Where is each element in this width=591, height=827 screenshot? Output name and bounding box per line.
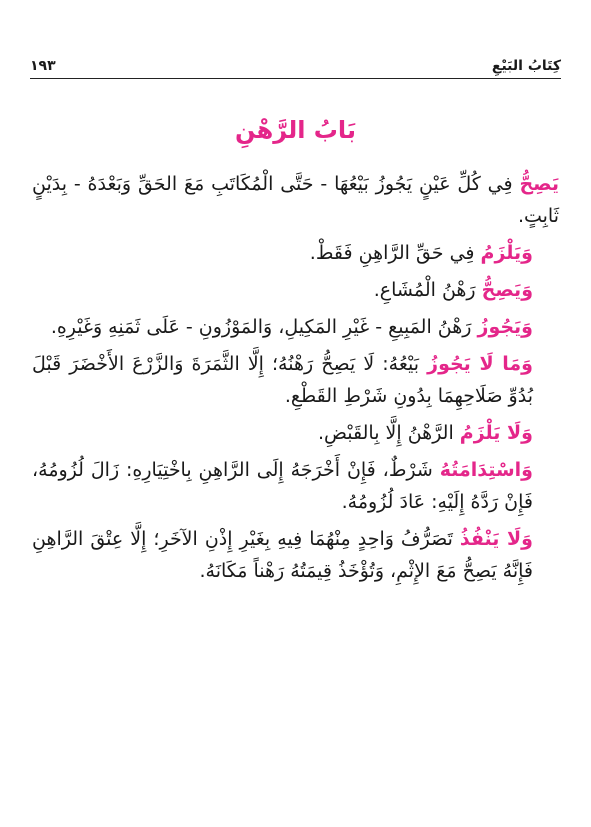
paragraph-keyword: وَيَصِحُّ [481,279,533,301]
running-header [30,56,561,79]
paragraph-text: الرَّهْنُ إِلَّا بِالقَبْضِ. [317,422,460,444]
chapter-heading: بَابُ الرَّهْنِ [235,116,356,144]
paragraph-keyword: وَلَا يَنْفُذُ [459,528,533,550]
paragraph-1 [32,168,559,232]
paragraph-text: فِي حَقِّ الرَّاهِنِ فَقَطْ. [309,242,481,264]
paragraph-keyword: وَلَا يَلْزَمُ [459,422,533,444]
paragraph-keyword: يَصِحُّ [519,173,559,195]
paragraph-keyword: وَيَجُوزُ [477,316,533,338]
page-number: ١٩٣ [30,58,56,74]
paragraph-text: رَهْنُ الْمُشَاعِ. [373,279,482,301]
paragraph-5 [32,348,559,412]
paragraph-text: رَهْنُ المَبِيعِ - غَيْرِ المَكِيلِ، وَالمَوْزُونِ - عَلَى ثَمَنِهِ وَغَيْرِهِ. [50,316,478,338]
body-text [32,168,559,592]
paragraph-6 [32,417,559,449]
paragraph-2 [32,237,559,269]
paragraph-keyword: وَاسْتِدَامَتُهُ [439,459,533,481]
paragraph-text: تَصَرُّفُ وَاحِدٍ مِنْهُمَا فِيهِ بِغَيْرِ إِذْنِ الآخَرِ؛ إِلَّا عِتْقَ الرَّاهِنِ فَإِنَّهُ يَصِحُّ مَعَ الإِثْمِ، وَتُؤْخَذُ قِيمَتُهُ رَهْناً مَكَانَهُ. [32,528,533,582]
paragraph-3 [32,274,559,306]
paragraph-8 [32,523,559,587]
book-title: كِتَابُ البَيْعِ [491,58,561,74]
paragraph-keyword: وَمَا لَا يَجُوزُ [427,353,533,375]
paragraph-7 [32,454,559,518]
paragraph-keyword: وَيَلْزَمُ [480,242,533,264]
paragraph-text: شَرْطٌ، فَإِنْ أَخْرَجَهُ إِلَى الرَّاهِنِ بِاخْتِيَارِهِ: زَالَ لُزُومُهُ، فَإِنْ رَدَّهُ إِلَيْهِ: عَادَ لُزُومُهُ. [32,459,533,513]
paragraph-4 [32,311,559,343]
paragraph-text: فِي كُلِّ عَيْنٍ يَجُوزُ بَيْعُهَا - حَتَّى الْمُكَاتَبِ مَعَ الحَقِّ وَبَعْدَهُ - بِدَيْنٍ ثَابِتٍ. [32,173,559,227]
paragraph-text: بَيْعُهُ: لَا يَصِحُّ رَهْنُهُ؛ إِلَّا الثَّمَرَةَ وَالزَّرْعَ الأَخْضَرَ قَبْلَ بُدُوِّ صَلَاحِهِمَا بِدُونِ شَرْطِ القَطْعِ. [32,353,533,407]
